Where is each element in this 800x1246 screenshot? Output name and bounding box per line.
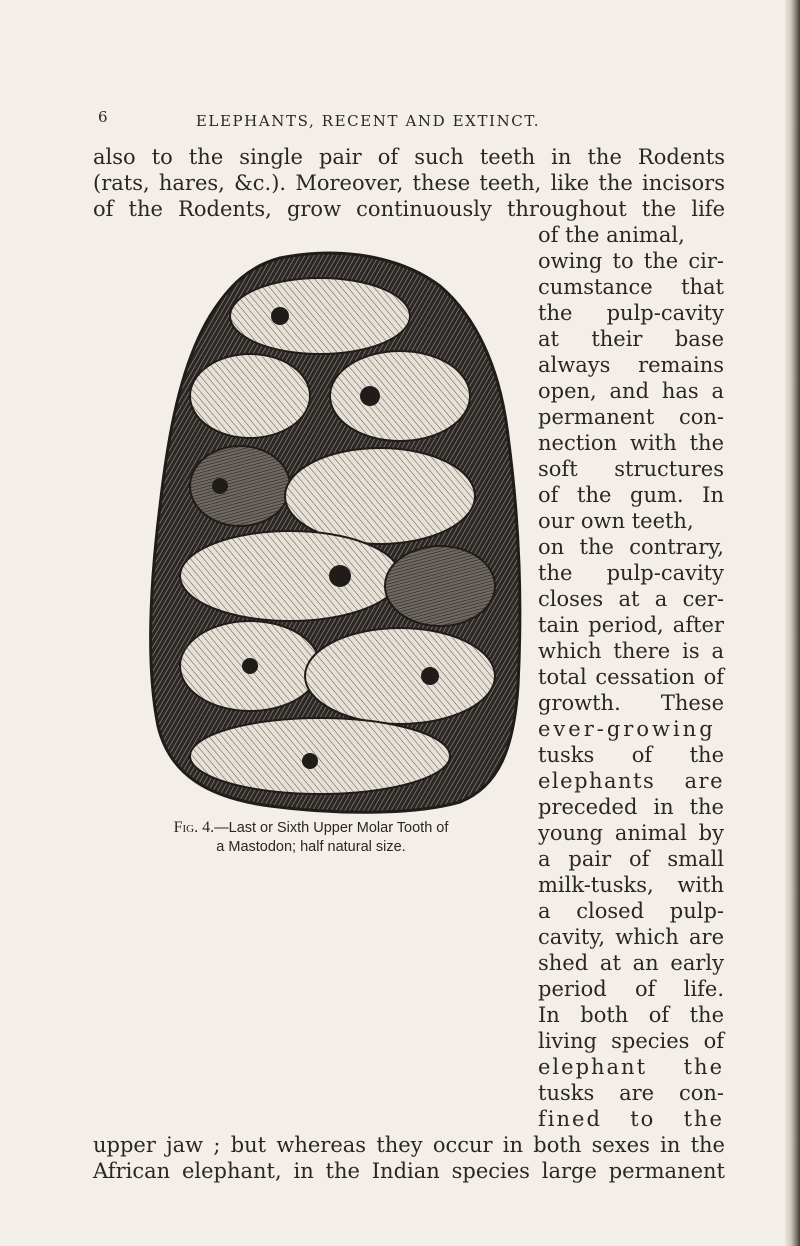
column-line: on the contrary, xyxy=(538,535,724,559)
column-line: open, and has a xyxy=(538,379,724,403)
column-line: permanent con- xyxy=(538,405,724,429)
column-line: period of life. xyxy=(538,977,724,1001)
caption-line-2: a Mastodon; half natural size. xyxy=(216,839,406,855)
column-line: owing to the cir- xyxy=(538,249,724,273)
mastodon-molar-engraving xyxy=(130,246,530,816)
page-number: 6 xyxy=(98,108,108,126)
column-line: nection with the xyxy=(538,431,724,455)
column-line: preceded in the xyxy=(538,795,724,819)
column-line: a pair of small xyxy=(538,847,724,871)
column-line: elephant the xyxy=(538,1055,724,1079)
body-line: African elephant, in the Indian species large permanent xyxy=(93,1159,725,1183)
column-line: at their base xyxy=(538,327,724,351)
figure-label: Fig. 4. xyxy=(173,819,215,836)
caption-line-1: —Last or Sixth Upper Molar Tooth of xyxy=(214,820,449,836)
column-line: elephants are xyxy=(538,769,724,793)
column-line: cumstance that xyxy=(538,275,724,299)
column-line: milk-tusks, with xyxy=(538,873,724,897)
column-line: living species of xyxy=(538,1029,724,1053)
column-line: cavity, which are xyxy=(538,925,724,949)
column-line: growth. These xyxy=(538,691,724,715)
column-line: shed at an early xyxy=(538,951,724,975)
column-line: young animal by xyxy=(538,821,724,845)
column-line: soft structures xyxy=(538,457,724,481)
body-line: also to the single pair of such teeth in the Rodents xyxy=(93,145,725,169)
page-edge-shadow xyxy=(785,0,800,1246)
column-line: which there is a xyxy=(538,639,724,663)
column-line: closes at a cer- xyxy=(538,587,724,611)
body-line: upper jaw ; but whereas they occur in both sexes in the xyxy=(93,1133,725,1157)
column-line: always remains xyxy=(538,353,724,377)
column-line: a closed pulp- xyxy=(538,899,724,923)
column-line: fined to the xyxy=(538,1107,724,1131)
column-line: tain period, after xyxy=(538,613,724,637)
body-line: (rats, hares, &c.). Moreover, these teeth, like the incisors xyxy=(93,171,725,195)
column-line: our own teeth, xyxy=(538,509,694,533)
figure-caption xyxy=(88,818,534,857)
column-line: tusks are con- xyxy=(538,1081,724,1105)
column-line: the pulp-cavity xyxy=(538,301,724,325)
column-line: of the gum. In xyxy=(538,483,724,507)
column-line: total cessation of xyxy=(538,665,724,689)
column-line: tusks of the xyxy=(538,743,724,767)
column-line: ever-growing xyxy=(538,717,716,741)
column-line: In both of the xyxy=(538,1003,724,1027)
body-line: of the Rodents, grow continuously throughout the life xyxy=(93,197,725,221)
column-line: the pulp-cavity xyxy=(538,561,724,585)
running-head: ELEPHANTS, RECENT AND EXTINCT. xyxy=(195,112,541,130)
column-line: of the animal, xyxy=(538,223,685,247)
